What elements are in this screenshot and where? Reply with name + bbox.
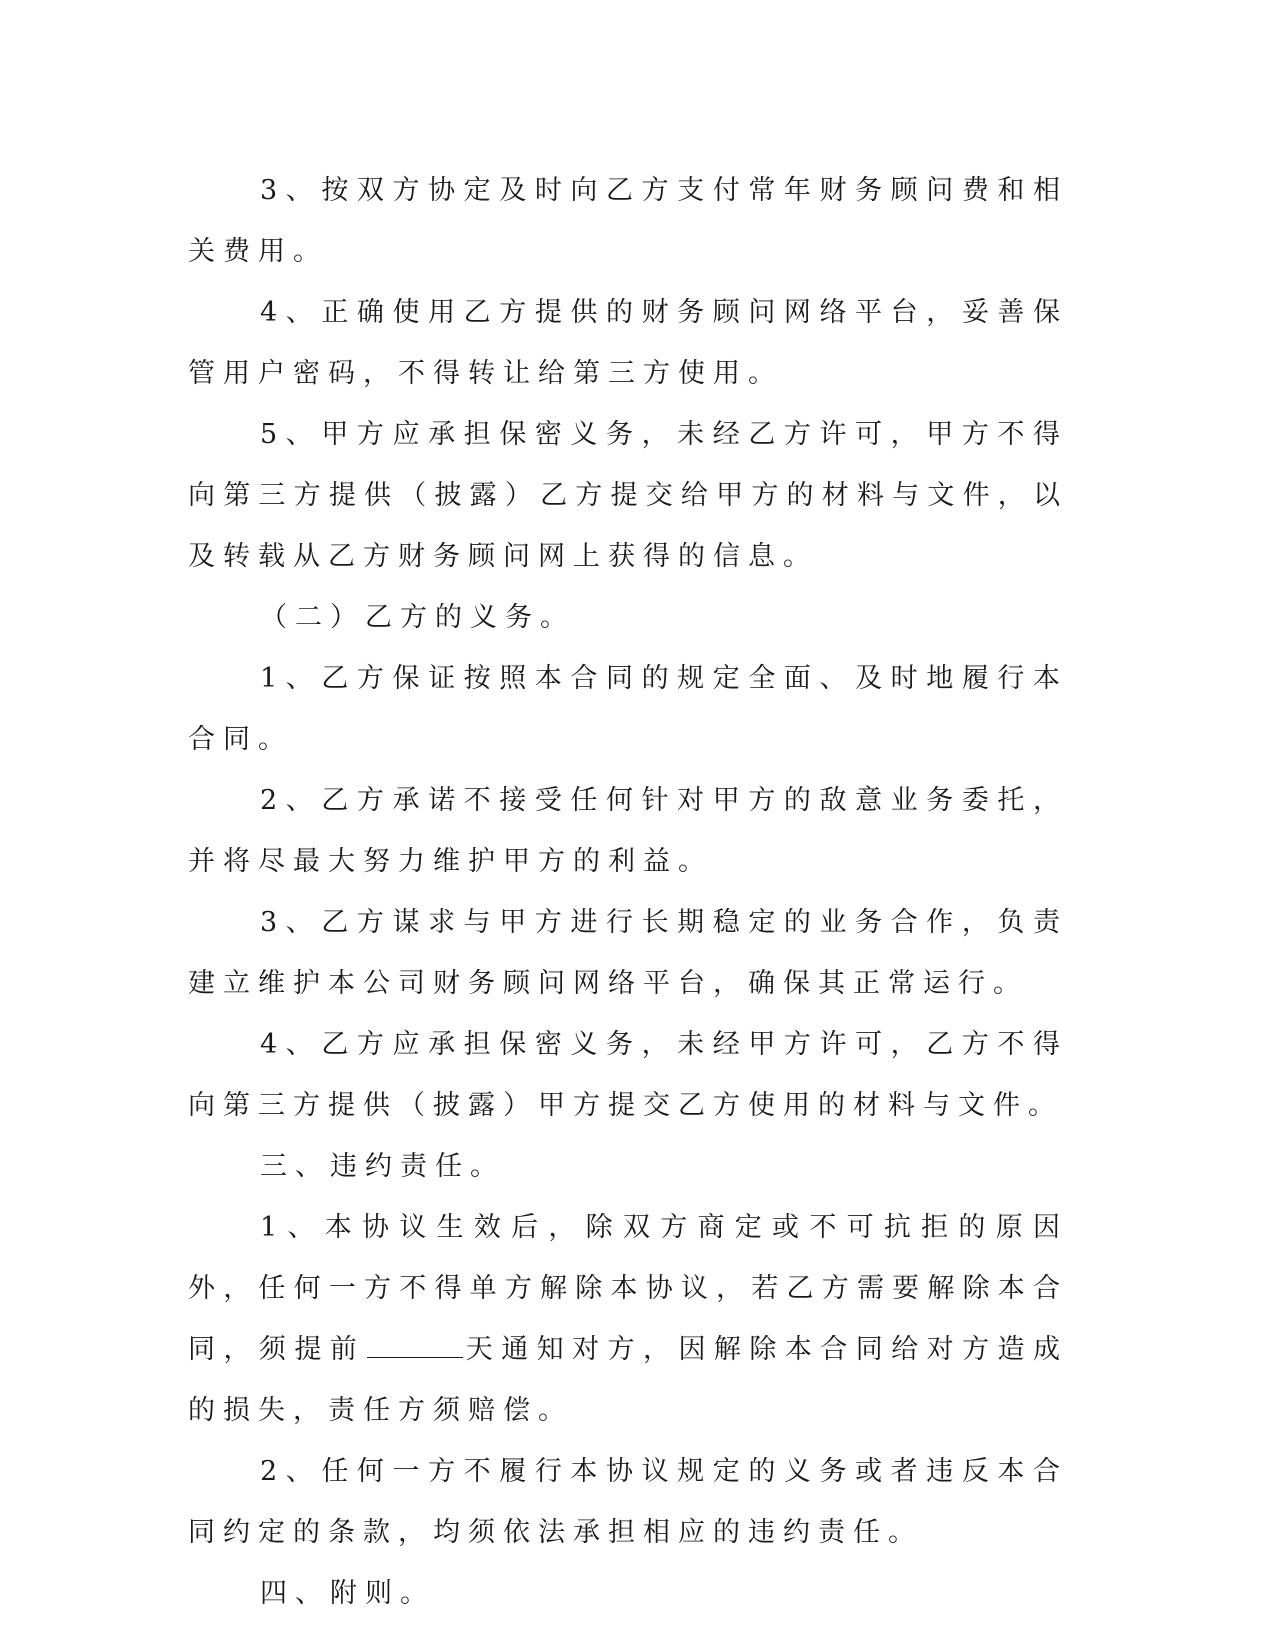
paragraph-liability-2: 2、任何一方不履行本协议规定的义务或者违反本合同约定的条款，均须依法承担相应的违约责任。 xyxy=(188,1456,1068,1548)
paragraph-party-b-2: 2、乙方承诺不接受任何针对甲方的敌意业务委托，并将尽最大努力维护甲方的利益。 xyxy=(188,785,1068,877)
liability-1-text-after: 天通知对方，因解除本合同给对方造成的损失，责任方须赔偿。 xyxy=(188,1334,1069,1426)
paragraph-obligation-3: 3、按双方协定及时向乙方支付常年财务顾问费和相关费用。 xyxy=(188,175,1068,267)
paragraph-liability-1 xyxy=(188,1197,1068,1441)
section-heading-supplementary: 四、附则。 xyxy=(260,1578,435,1609)
section-heading-liability: 三、违约责任。 xyxy=(260,1151,505,1182)
document-body xyxy=(188,160,1068,1624)
liability-1-text-before: 1、本协议生效后，除双方商定或不可抗拒的原因外，任何一方不得单方解除本协议，若乙方需要解除本合同，须提前 xyxy=(188,1212,1068,1365)
section-heading-party-b-obligations: （二）乙方的义务。 xyxy=(260,602,575,633)
paragraph-party-b-1: 1、乙方保证按照本合同的规定全面、及时地履行本合同。 xyxy=(188,663,1068,755)
notice-days-blank xyxy=(367,1327,463,1358)
paragraph-party-b-3: 3、乙方谋求与甲方进行长期稳定的业务合作，负责建立维护本公司财务顾问网络平台，确保其正常运行。 xyxy=(188,907,1068,999)
paragraph-party-b-4: 4、乙方应承担保密义务，未经甲方许可，乙方不得向第三方提供（披露）甲方提交乙方使用的材料与文件。 xyxy=(188,1029,1068,1121)
paragraph-obligation-4: 4、正确使用乙方提供的财务顾问网络平台，妥善保管用户密码，不得转让给第三方使用。 xyxy=(188,297,1068,389)
paragraph-obligation-5: 5、甲方应承担保密义务，未经乙方许可，甲方不得向第三方提供（披露）乙方提交给甲方的材料与文件，以及转载从乙方财务顾问网上获得的信息。 xyxy=(188,419,1068,572)
